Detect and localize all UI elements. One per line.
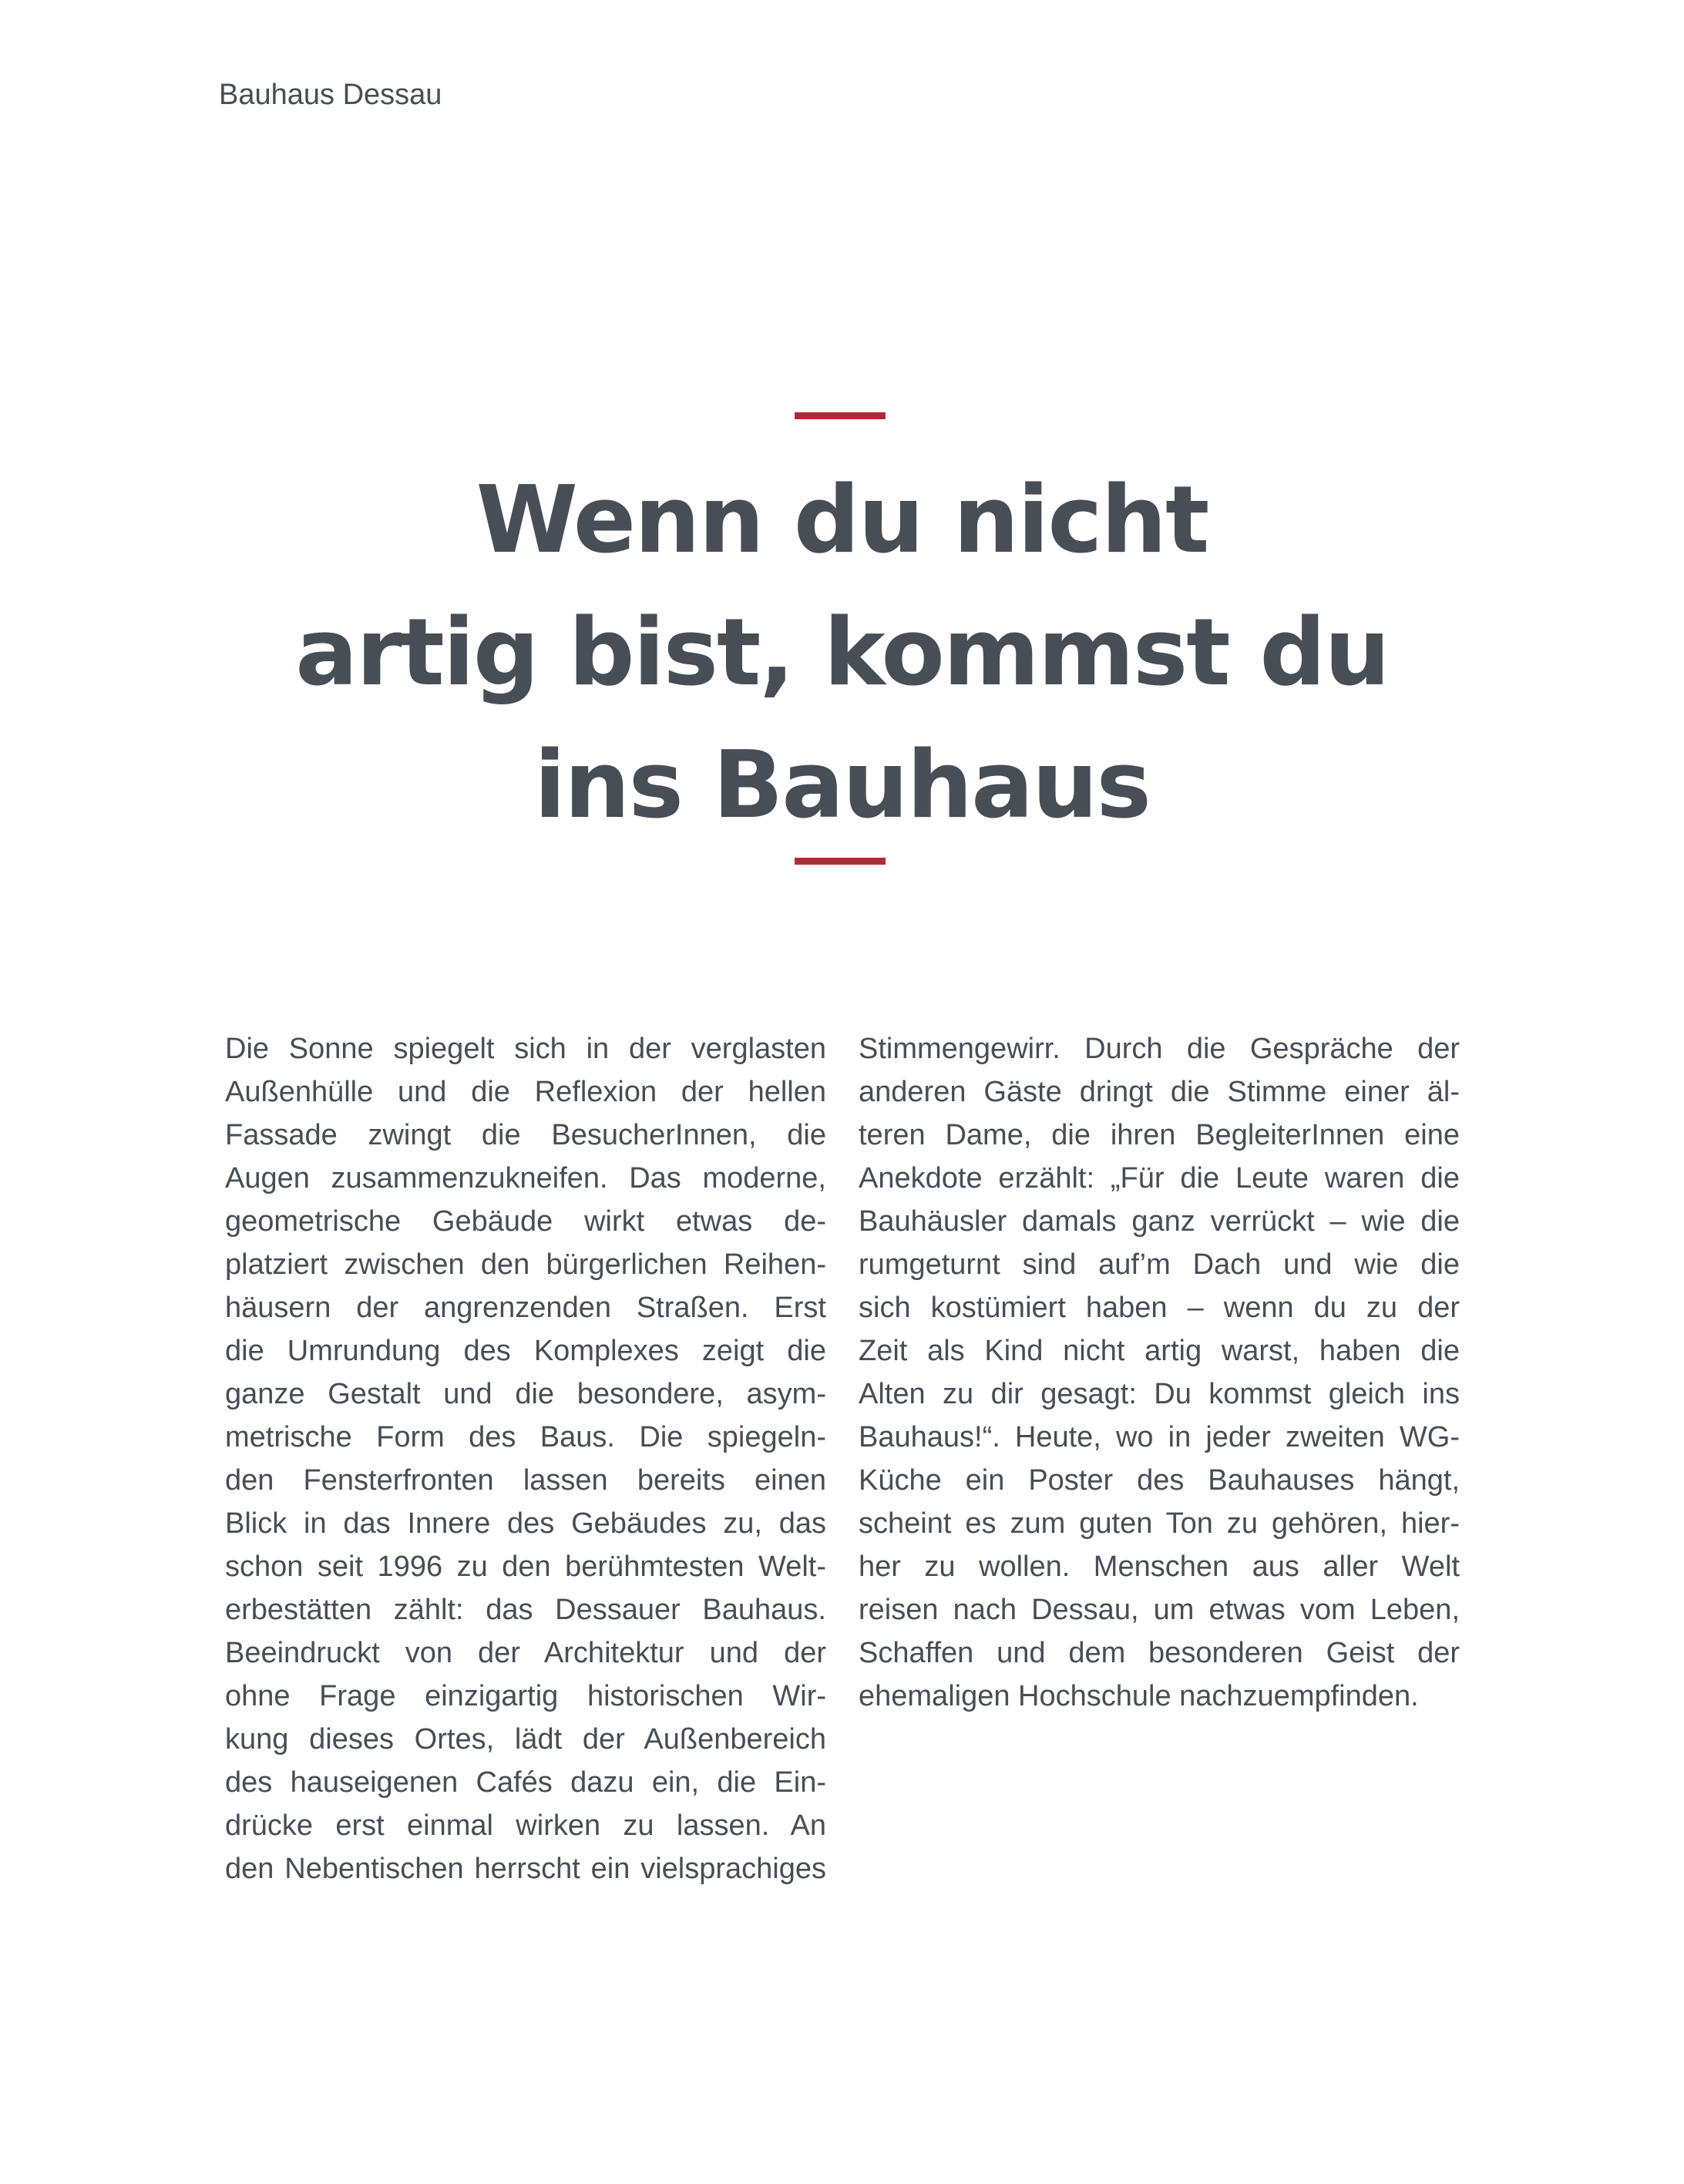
text-line: häusern der angrenzenden Straßen. Erst bbox=[225, 1292, 826, 1324]
text-line: teren Dame, die ihren BegleiterInnen eine bbox=[859, 1119, 1460, 1151]
text-line: ohne Frage einzigartig historischen Wir- bbox=[225, 1680, 826, 1712]
text-line: Schaffen und dem besonderen Geist der bbox=[859, 1637, 1460, 1669]
text-line: schon seit 1996 zu den berühmtesten Welt- bbox=[225, 1551, 826, 1583]
text-line: die Umrundung des Komplexes zeigt die bbox=[225, 1335, 826, 1367]
title-line: ins Bauhaus bbox=[534, 732, 1150, 839]
text-line: Zeit als Kind nicht artig warst, haben die bbox=[859, 1335, 1460, 1367]
text-line: rumgeturnt sind auf’m Dach und wie die bbox=[859, 1248, 1460, 1281]
text-line: Bauhäusler damals ganz verrückt – wie die bbox=[859, 1205, 1460, 1238]
text-line: Fassade zwingt die BesucherInnen, die bbox=[225, 1119, 826, 1151]
text-line: Außenhülle und die Reflexion der hellen bbox=[225, 1076, 826, 1108]
text-line: den Nebentischen herrscht ein vielsprachiges bbox=[225, 1853, 826, 1885]
text-line: anderen Gäste dringt die Stimme einer äl- bbox=[859, 1076, 1460, 1108]
text-line: Die Sonne spiegelt sich in der verglasten bbox=[225, 1033, 826, 1065]
text-line: Augen zusammenzukneifen. Das moderne, bbox=[225, 1162, 826, 1194]
text-line: Anekdote erzählt: „Für die Leute waren die bbox=[859, 1162, 1460, 1194]
text-line: reisen nach Dessau, um etwas vom Leben, bbox=[859, 1594, 1460, 1626]
text-line: Blick in das Innere des Gebäudes zu, das bbox=[225, 1507, 826, 1540]
text-line: Beeindruckt von der Architektur und der bbox=[225, 1637, 826, 1669]
text-line: platziert zwischen den bürgerlichen Reihen- bbox=[225, 1248, 826, 1281]
running-head: Bauhaus Dessau bbox=[219, 79, 442, 111]
body-column-left bbox=[225, 1027, 826, 1890]
text-line: ganze Gestalt und die besondere, asym- bbox=[225, 1378, 826, 1410]
title-line: artig bist, kommst du bbox=[295, 600, 1389, 707]
text-line: den Fensterfronten lassen bereits einen bbox=[225, 1464, 826, 1497]
text-line: kung dieses Ortes, lädt der Außenbereich bbox=[225, 1723, 826, 1756]
text-line: Küche ein Poster des Bauhauses hängt, bbox=[859, 1464, 1460, 1497]
text-line: metrische Form des Baus. Die spiegeln- bbox=[225, 1421, 826, 1453]
text-line: geometrische Gebäude wirkt etwas de- bbox=[225, 1205, 826, 1238]
text-line: her zu wollen. Menschen aus aller Welt bbox=[859, 1551, 1460, 1583]
text-line: Stimmengewirr. Durch die Gespräche der bbox=[859, 1033, 1460, 1065]
text-line: Bauhaus!“. Heute, wo in jeder zweiten WG- bbox=[859, 1421, 1460, 1453]
text-line: ehemaligen Hochschule nachzuempfinden. bbox=[859, 1680, 1419, 1712]
text-line: scheint es zum guten Ton zu gehören, hier- bbox=[859, 1507, 1460, 1540]
body-column-right bbox=[859, 1027, 1460, 1718]
text-line: erbestätten zählt: das Dessauer Bauhaus. bbox=[225, 1594, 826, 1626]
title-rule-top bbox=[795, 412, 886, 419]
title-rule-bottom bbox=[795, 858, 886, 865]
title-line: Wenn du nicht bbox=[476, 467, 1208, 574]
text-line: des hauseigenen Cafés dazu ein, die Ein- bbox=[225, 1766, 826, 1799]
article-title bbox=[231, 455, 1453, 852]
text-line: drücke erst einmal wirken zu lassen. An bbox=[225, 1809, 826, 1842]
text-line: sich kostümiert haben – wenn du zu der bbox=[859, 1292, 1460, 1324]
text-line: Alten zu dir gesagt: Du kommst gleich ins bbox=[859, 1378, 1460, 1410]
